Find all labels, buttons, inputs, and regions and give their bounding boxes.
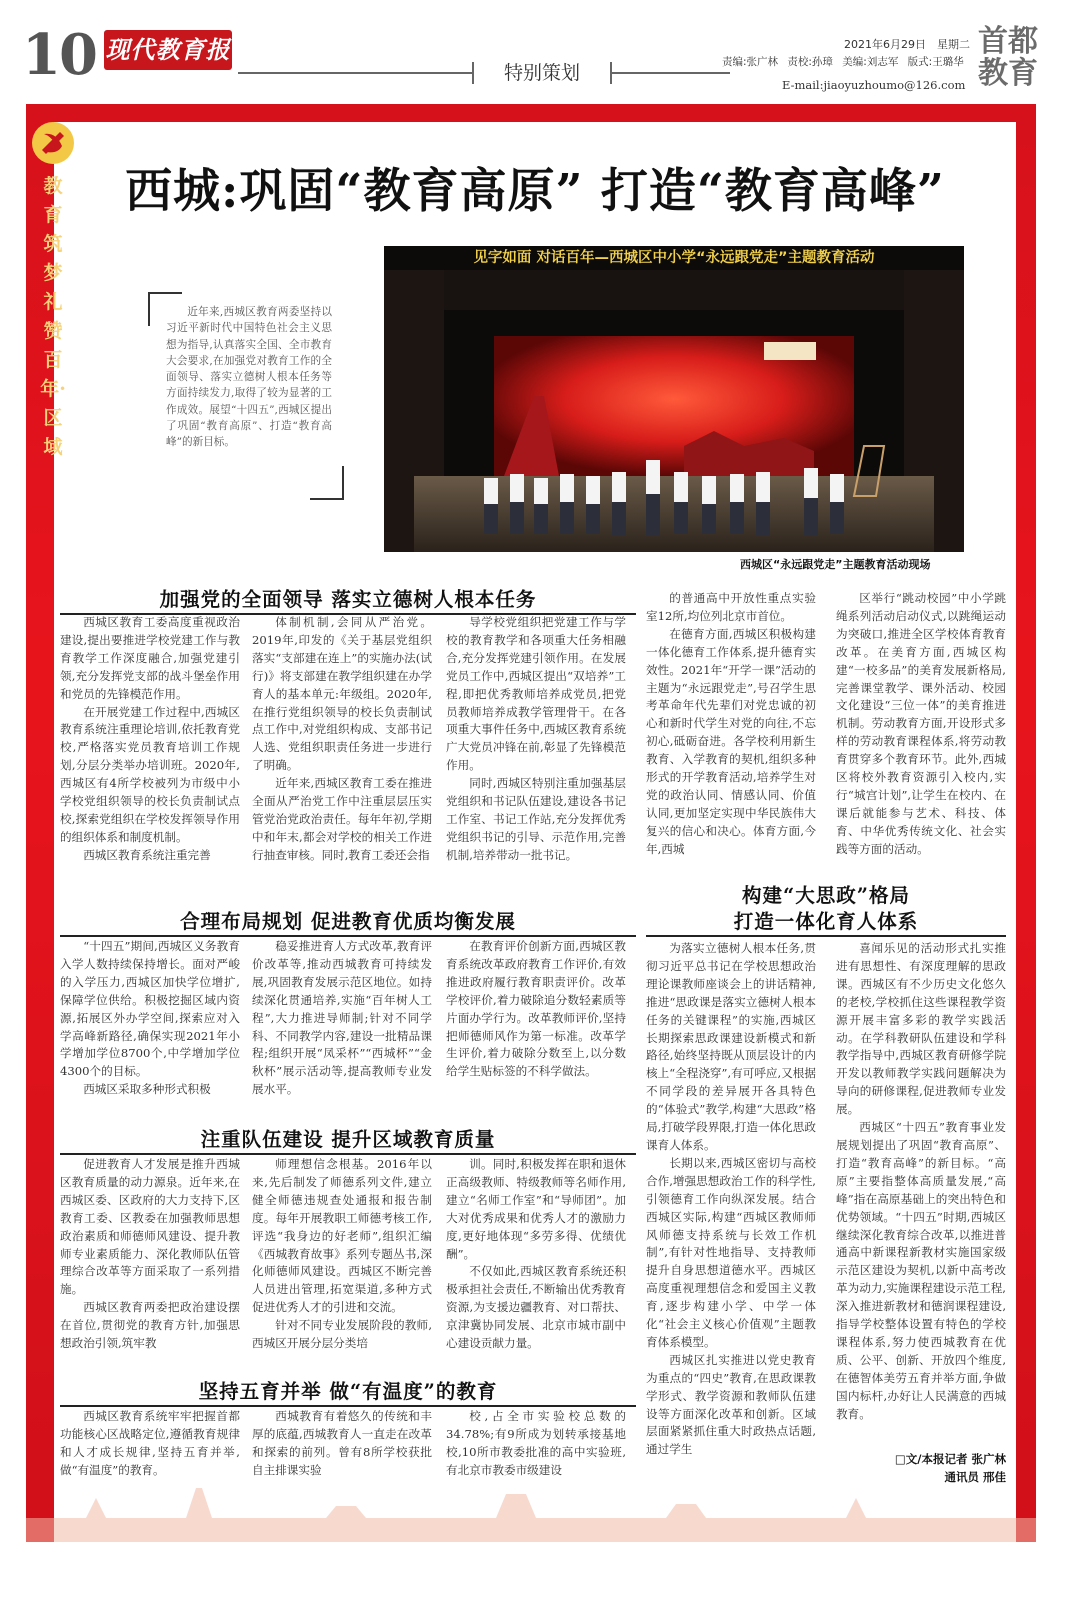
paragraph: 区举行“跳动校园”中小学跳绳系列活动启动仪式,以跳绳运动为突破口,推进全区学校体育教育改革。在美育方面,西城区构建“一校多品”的美育发展新格局,完善课堂教学、课外活动、校园文化建设“三位一体”的美育推进机制。劳动教育方面,开设形式多样的劳动教育课程体系,将劳动教育贯穿多个教育环节。此外,西城区将校外教育资源引入校内,实行“城宫计划”,让学生在校内、在课后就能参与艺术、科技、体育、中华优秀传统文化、社会实践等方面的活动。 [836,591,1006,856]
photo-caption: 西城区“永远跟党走”主题教育活动现场 [740,558,931,571]
article-column [252,938,432,1118]
editor-credit: 责校:孙璋 [787,56,833,68]
paragraph: 校,占全市实验校总数的34.78%;有9所成为划转承接基地校,10所市教委批准的高中实验班,有北京市教委市级建设 [446,1409,626,1477]
editor-credit: 责编:张广林 [722,56,779,68]
stage-photo [384,246,964,552]
article-column [836,590,1006,874]
bracket-corner [310,466,344,500]
article-column [60,1156,240,1366]
paragraph: 长期以来,西城区密切与高校合作,增强思想政治工作的科学性,引领德育工作向纵深发展。结合西城区实际,构建“西城区教师师风师德支持系统与长效工作机制”,有针对性地指导、支持教师提升自身思想道德水平。西城区高度重视理想信念和爱国主义教育,逐步构建小学、中学一体化“社会主义核心价值观”主题教育体系模型。 [646,1155,816,1349]
article-column [60,1408,240,1480]
section-title: 加强党的全面领导 落实立德树人根本任务 [60,584,636,615]
issue-date: 2021年6月29日 星期二 [844,38,970,51]
paragraph: 稳妥推进育人方式改革,教育评价改革等,推动西城教育可持续发展,巩固教育发展示范区地位。如持续深化贯通培养,实施“百年树人工程”,大力推进导师制;针对不同学科、不同教学内容,建设一批精品课程;组织开展“凤采杯”“西城杯”“金秋杯”展示活动等,提高教师专业发展水平。 [252,939,432,1097]
byline-reporter: □文/本报记者 张广林 [894,1452,1006,1466]
column-vertical-title: 教育筑梦 礼赞百年·区域 [40,175,66,458]
article-column [446,938,626,1118]
article-column [252,1408,432,1480]
paragraph: 不仅如此,西城区教育系统还积极承担社会责任,不断输出优秀教育资源,为支援边疆教育、对口帮扶、京津冀协同发展、北京市城市副中心建设贡献力量。 [446,1264,626,1351]
article-column [646,590,816,874]
paragraph: 西城区教育系统注重完善 [83,847,211,862]
paragraph: 训。同时,积极发挥在职和退休正高级教师、特级教师等名师作用,建立“名师工作室”和“导师团”。加大对优秀成果和优秀人才的激励力度,更好地体现“多劳多得、优绩优酬”。 [446,1157,626,1261]
paragraph: 西城教育有着悠久的传统和丰厚的底蕴,西城教育人一直走在改革和探索的前列。曾有8所学校获批自主排课实验 [252,1409,432,1477]
stage-photo-image [384,246,964,552]
page-number: 10 [22,22,96,88]
paragraph: 西城区采取多种形式积极 [83,1082,211,1097]
section-title: 合理布局规划 促进教育优质均衡发展 [60,906,636,937]
paragraph: 西城区教育工委高度重视政治建设,提出要推进学校党建工作与教育教学工作深度融合,加强党建引领,充分发挥党支部的战斗堡垒作用和党员的先锋模范作用。 [60,615,240,701]
masthead-rule [238,72,472,74]
paragraph: 西城区教育系统牢牢把握首都功能核心区战略定位,遵循教育规律和人才成长规律,坚持五育并举,做“有温度”的教育。 [60,1409,240,1477]
paragraph: 导学校党组织把党建工作与学校的教育教学和各项重大任务相融合,充分发挥党建引领作用。在发展党员工作中,西城区提出“双培养”工程,即把优秀教师培养成党员,把党员教师培养成教学管理骨干。在各项重大事件任务中,西城区教育系统广大党员冲锋在前,彰显了先锋模范作用。 [446,615,626,773]
article-column [446,1408,626,1480]
editor-credits [722,54,970,69]
paragraph: 在开展党建工作过程中,西城区教育系统注重理论培训,依托教育党校,严格落实党员教育培训工作规划,分层分类举办培训班。2020年,西城区有4所学校被列为市级中小学校党组织领导的校长负责制试点校,探索党组织在学校发挥领导作用的组织体系和制度机制。 [60,704,240,844]
section-title: 注重队伍建设 提升区域教育质量 [60,1124,636,1155]
paragraph: 西城区“十四五”教育事业发展规划提出了巩固“教育高原”、打造“教育高峰”的新目标。“高原”主要指整体高质量发展,“高峰”指在高原基础上的突出特色和优势领域。“十四五”时期,西城区继续深化教育综合改革,以推进普通高中新课程新教材实施国家级示范区建设为契机,以新中高考改革为动力,实施课程建设示范工程,深入推进新教材和德润课程建设,指导学校整体设置有特色的学校课程体系,努力使西城教育在优质、公平、创新、开放四个维度,在德智体美劳五育并举方面,争做国内标杆,办好让人民满意的西城教育。 [836,1120,1006,1421]
paragraph: 师理想信念根基。2016年以来,先后制发了师德系列文件,建立健全师德违规查处通报和报告制度。每年开展教职工师德考核工作,评选“我身边的好老师”,组织汇编《西城教育故事》系列专题丛书,深化师德师风建设。西城区不断完善人员进出管理,拓宽渠道,多种方式促进优秀人才的引进和交流。 [252,1157,432,1315]
article-column [446,1156,626,1366]
editor-credit: 版式:王璐华 [907,56,964,68]
paragraph: 为落实立德树人根本任务,贯彻习近平总书记在学校思想政治理论课教师座谈会上的讲话精神,推进“思政课是落实立德树人根本任务的关键课程”的实施,西城区长期探索思政课建设新模式和新路径,始终坚持既从顶层设计的内核上“全程浇穿”,有可呼应,又根据不同学段的差异展开各具特色的“体验式”教学,构建“大思政”格局,打破学段界限,打造一体化思政课育人体系。 [646,941,816,1152]
section-title: 打造一体化育人体系 [646,906,1006,937]
article-column [446,614,626,890]
section-tag: 特别策划 [472,62,612,84]
paragraph: 西城区扎实推进以党史教育为重点的“四史”教育,在思政课教学形式、教学资源和教师队伍建设等方面深化改革和创新。区域层面紧紧抓住重大时政热点话题,通过学生 [646,1352,816,1457]
article-column [252,1156,432,1366]
article-column [60,614,240,890]
article-column [646,940,816,1480]
paragraph: 在德育方面,西城区积极构建一体化德育工作体系,提升德育实效性。2021年“开学一课”活动的主题为“永远跟党走”,号召学生思考革命年代先辈们对党忠诚的初心和新时代学生对党的向往,不忘初心,砥砺奋进。各学校利用新生教育、入学教育的契机,组织多种形式的开学教育活动,培养学生对党的政治认同、情感认同、价值认同,更加坚定实现中华民族伟大复兴的信心和决心。体育方面,今年,西城 [646,626,816,856]
editor-credit: 美编:刘志军 [842,56,899,68]
paragraph: “十四五”期间,西城区义务教育入学人数持续保持增长。面对严峻的入学压力,西城区加快学位增扩,保障学位供给。积极挖掘区域内资源,拓展区外办学空间,探索应对入学高峰新路径,确保实现2021年小学增加学位8700个,中学增加学位4300个的目标。 [60,939,240,1079]
paragraph: 的普通高中开放性重点实验室12所,均位列北京市首位。 [646,591,816,623]
paragraph: 在教育评价创新方面,西城区教育系统改革政府教育工作评价,有效推进政府履行教育职责评价。改革学校评价,着力破除追分数轻素质等片面办学行为。改革教师评价,坚持把师德师风作为第一标准。改革学生评价,着力破除分数至上,以分数给学生贴标签的不科学做法。 [446,939,626,1079]
section-title: 坚持五育并举 做“有温度”的教育 [60,1376,636,1407]
article-column [252,614,432,890]
section-title: 构建“大思政”格局 [742,884,910,907]
intro-box [148,292,344,500]
paragraph: 同时,西城区特别注重加强基层党组织和书记队伍建设,建设各书记工作室、书记工作站,充分发挥优秀党组织书记的引导、示范作用,完善机制,培养带动一批书记。 [446,776,626,862]
newspaper-logo: 现代教育报 [104,30,232,70]
intro-text: 近年来,西城区教育两委坚持以习近平新时代中国特色社会主义思想为指导,认真落实全国、全市教育大会要求,在加强党对教育工作的全面领导、落实立德树人根本任务等方面持续发力,取得了较为显著的工作成效。展望“十四五”,西城区提出了巩固“教育高原”、打造“教育高峰”的新目标。 [166,306,332,449]
article-column [60,938,240,1118]
paragraph: 西城区教育两委把政治建设摆在首位,贯彻党的教育方针,加强思想政治引领,筑牢教 [60,1300,240,1351]
photo-banner: 见字如面 对话百年—西城区中小学“永远跟党走”主题教育活动 [473,250,875,266]
paragraph: 近年来,西城区教育工委在推进全面从严治党工作中注重层层压实管党治党政治责任。每年年初,学期中和年末,都会对学校的相关工作进行抽查审核。同时,教育工委还会指 [252,776,432,862]
article-column [836,940,1006,1446]
paragraph: 体制机制,会同从严治党。2019年,印发的《关于基层党组织落实“支部建在连上”的实施办法(试行)》将支部建在教学组织建在办学育人的基本单元:年级组。2020年,在推行党组织领导的校长负责制试点工作中,对党组织构成、支部书记人选、党组织职责任务进一步进行了明确。 [252,615,432,773]
paragraph: 喜闻乐见的活动形式扎实推进有思想性、有深度理解的思政课。西城区有不少历史文化悠久的老校,学校抓住这些课程教学资源开展丰富多彩的教学实践活动。在学科教研队伍建设和学科教学指导中,西城区教育研修学院开发以教师教学实践问题解决为导向的研修课程,促进教师专业发展。 [836,941,1006,1117]
masthead-rule [612,72,730,74]
byline-correspondent: 通讯员 邢佳 [944,1470,1006,1484]
section-name: 首都教育 [978,24,1038,91]
masthead [0,0,1080,110]
headline: 西城:巩固“教育高原” 打造“教育高峰” [125,164,945,219]
contact-email: E-mail:jiaoyuzhoumo@126.com [782,78,966,92]
paragraph: 针对不同专业发展阶段的教师,西城区开展分层分类培 [252,1318,432,1351]
paragraph: 促进教育人才发展是推升西城区教育质量的动力源泉。近年来,在西城区委、区政府的大力支持下,区教育工委、区教委在加强教师思想政治素质和师德师风建设、提升教师专业素质能力、深化教师队伍管理综合改革等方面采取了一系列措施。 [60,1157,240,1297]
